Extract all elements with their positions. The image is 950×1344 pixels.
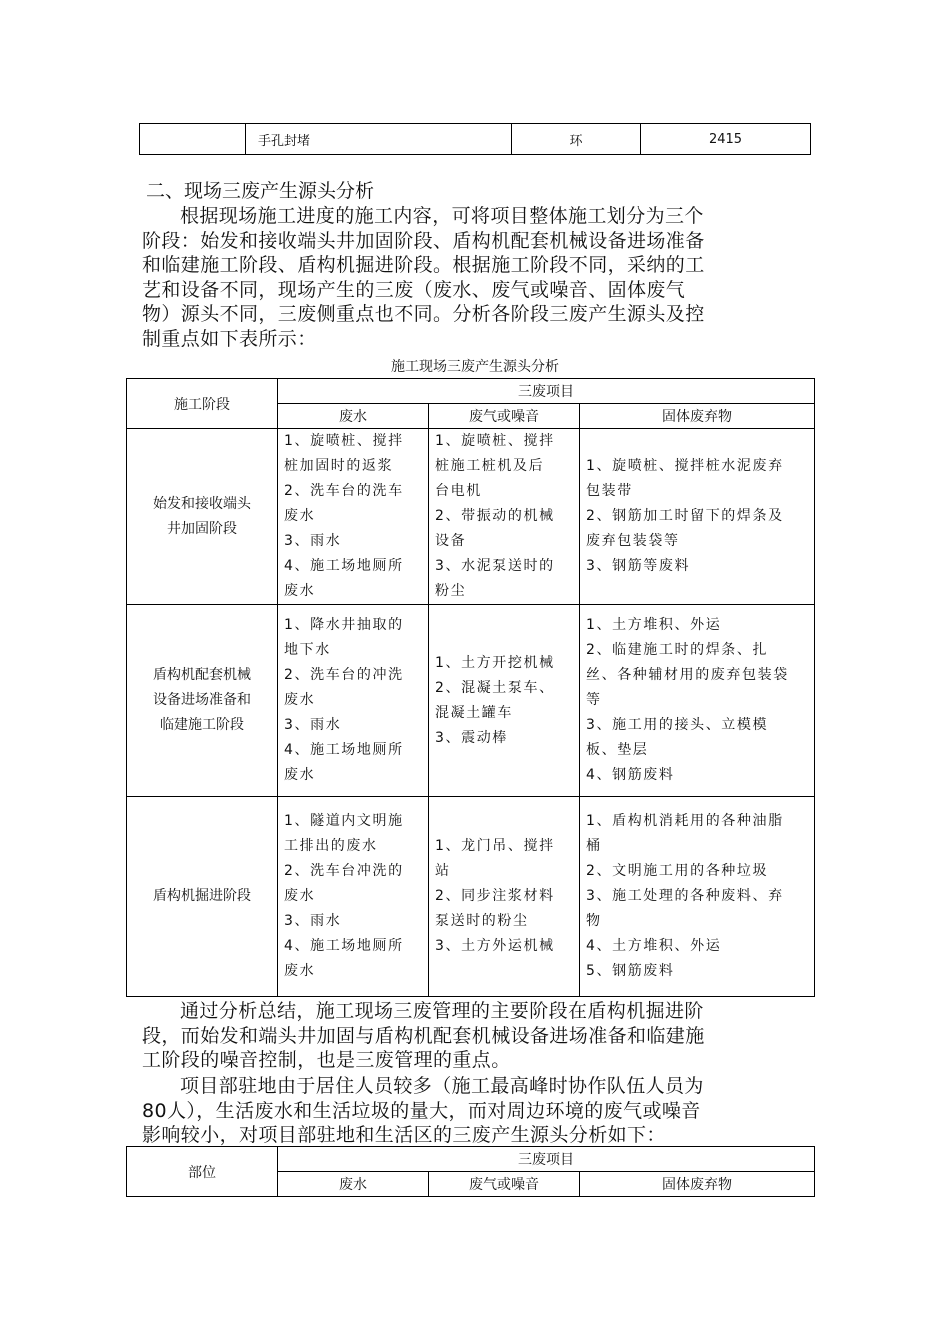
cell-line: 1、旋喷桩、搅拌 [435,433,555,449]
cell-line: 井加固阶段 [167,520,237,537]
cell-line: 3、水泥泵送时的 [435,558,555,574]
cell-line: 3、雨水 [284,717,342,733]
cell-line: 1、旋喷桩、搅拌桩水泥废弃 [586,458,784,474]
cell-line: 桩施工桩机及后 [435,458,545,474]
cell-line: 2、混凝土泵车、 [435,679,555,696]
water-cell [278,797,429,997]
cell-line: 2、带振动的机械 [435,508,555,524]
cell-line: 地下水 [284,642,331,658]
cell-line: 泵送时的粉尘 [435,913,529,929]
table-row [127,797,815,997]
cell-line: 混凝土罐车 [435,704,513,721]
prior-table-row [139,123,811,155]
cell-line: 物 [586,913,602,929]
cell-line: 废水 [284,508,316,524]
cell-line: 1、降水井抽取的 [284,617,404,633]
solid-cell [580,797,815,997]
para-line: 和临建施工阶段、盾构机掘进阶段。根据施工阶段不同，采纳的工 [142,254,705,277]
water-header: 废水 [278,1172,429,1197]
cell-line: 1、土方开挖机械 [435,654,555,671]
gas-header: 废气或噪音 [429,404,580,429]
cell-line: 3、震动棒 [435,729,508,746]
waste-source-table [126,378,815,997]
cell-line: 工排出的废水 [284,838,378,854]
table-row [127,605,815,797]
paragraph-living-area: 项目部驻地由于居住人员较多（施工最高峰时协作队伍人员为 80人），生活废水和生活垃圾的量大，而对周边环境的废气或噪音 影响较小，对项目部驻地和生活区的三废产生源头分析如下： [142,1075,704,1147]
water-header: 废水 [278,404,429,429]
stage-cell [127,429,278,605]
cell-line: 3、施工处理的各种废料、弃 [586,888,784,904]
cell-line: 3、雨水 [284,913,342,929]
cell-line: 3、施工用的接头、立模模 [586,717,769,733]
cell-line: 4、施工场地厕所 [284,938,404,954]
cell-line: 1、龙门吊、搅拌 [435,838,555,854]
stage-cell [127,605,278,797]
cell-line: 站 [435,863,451,879]
gas-cell [429,797,580,997]
water-cell [278,605,429,797]
empty-cell [140,124,246,155]
water-cell [278,429,429,605]
cell-line: 2、洗车台冲洗的 [284,863,404,879]
cell-line: 废水 [284,888,316,904]
cell-line: 2、洗车台的冲洗 [284,667,404,683]
cell-line: 始发和接收端头 [153,495,251,512]
quantity-cell: 2415 [641,124,811,155]
solid-header: 固体废弃物 [580,1172,815,1197]
cell-line: 桩加固时的返浆 [284,458,394,474]
para-line: 制重点如下表所示： [142,327,317,350]
cell-line: 废水 [284,963,316,979]
solid-header: 固体废弃物 [580,404,815,429]
cell-line: 包装带 [586,483,633,499]
cell-line: 废水 [284,583,316,599]
cell-line: 2、临建施工时的焊条、扎 [586,642,769,658]
cell-line: 设备进场准备和 [153,692,251,708]
para-line: 艺和设备不同，现场产生的三废（废水、废气或噪音、固体废气 [142,278,686,301]
cell-line: 盾构机配套机械 [153,667,251,683]
cell-line: 2、钢筋加工时留下的焊条及 [586,508,784,524]
group-header: 三废项目 [278,1147,815,1172]
item-name-cell: 手孔封堵 [246,124,512,155]
living-area-table [126,1146,815,1197]
cell-line: 盾构机掘进阶段 [153,888,251,904]
cell-line: 粉尘 [435,583,467,599]
cell-line: 废弃包装袋等 [586,533,680,549]
cell-line: 设备 [435,533,467,549]
gas-cell [429,605,580,797]
cell-line: 2、同步注浆材料 [435,888,555,904]
cell-line: 4、施工场地厕所 [284,742,404,758]
cell-line: 台电机 [435,483,482,499]
cell-line: 2、洗车台的洗车 [284,483,404,499]
table-row [127,429,815,605]
paragraph-intro [142,204,810,352]
cell-line: 丝、各种辅材用的废弃包装袋 [586,667,789,683]
cell-line: 4、施工场地厕所 [284,558,404,574]
stage-cell [127,797,278,997]
cell-line: 等 [586,692,602,708]
cell-line: 3、土方外运机械 [435,938,555,954]
cell-line: 3、钢筋等废料 [586,558,691,574]
para-line: 阶段：始发和接收端头井加固阶段、盾构机配套机械设备进场准备 [142,229,705,252]
stage-header: 施工阶段 [127,379,278,429]
cell-line: 临建施工阶段 [160,717,244,733]
section-heading: 二、现场三废产生源头分析 [146,180,375,202]
gas-cell [429,429,580,605]
cell-line: 1、盾构机消耗用的各种油脂 [586,813,784,829]
cell-line: 4、土方堆积、外运 [586,938,722,954]
cell-line: 废水 [284,692,316,708]
cell-line: 2、文明施工用的各种垃圾 [586,863,769,879]
cell-line: 1、旋喷桩、搅拌 [284,433,404,449]
paragraph-summary: 通过分析总结，施工现场三废管理的主要阶段在盾构机掘进阶 段，而始发和端头井加固与盾构机配套机械设备进场准备和临建施 工阶段的噪音控制，也是三废管理的重点。 [142,1000,705,1072]
table-caption: 施工现场三废产生源头分析 [391,359,559,375]
cell-line: 1、隧道内文明施 [284,813,404,829]
cell-line: 板、垫层 [586,742,649,758]
para-line: 根据现场施工进度的施工内容，可将项目整体施工划分为三个 [180,205,704,227]
para-line: 物）源头不同，三废侧重点也不同。分析各阶段三废产生源头及控 [142,303,705,326]
cell-line: 废水 [284,767,316,783]
gas-header: 废气或噪音 [429,1172,580,1197]
cell-line: 桶 [586,838,602,854]
cell-line: 5、钢筋废料 [586,963,675,979]
location-header: 部位 [127,1147,278,1197]
group-header: 三废项目 [278,379,815,404]
solid-cell [580,429,815,605]
unit-cell: 环 [512,124,641,155]
cell-line: 4、钢筋废料 [586,767,675,783]
cell-line: 1、土方堆积、外运 [586,617,722,633]
cell-line: 3、雨水 [284,533,342,549]
solid-cell [580,605,815,797]
